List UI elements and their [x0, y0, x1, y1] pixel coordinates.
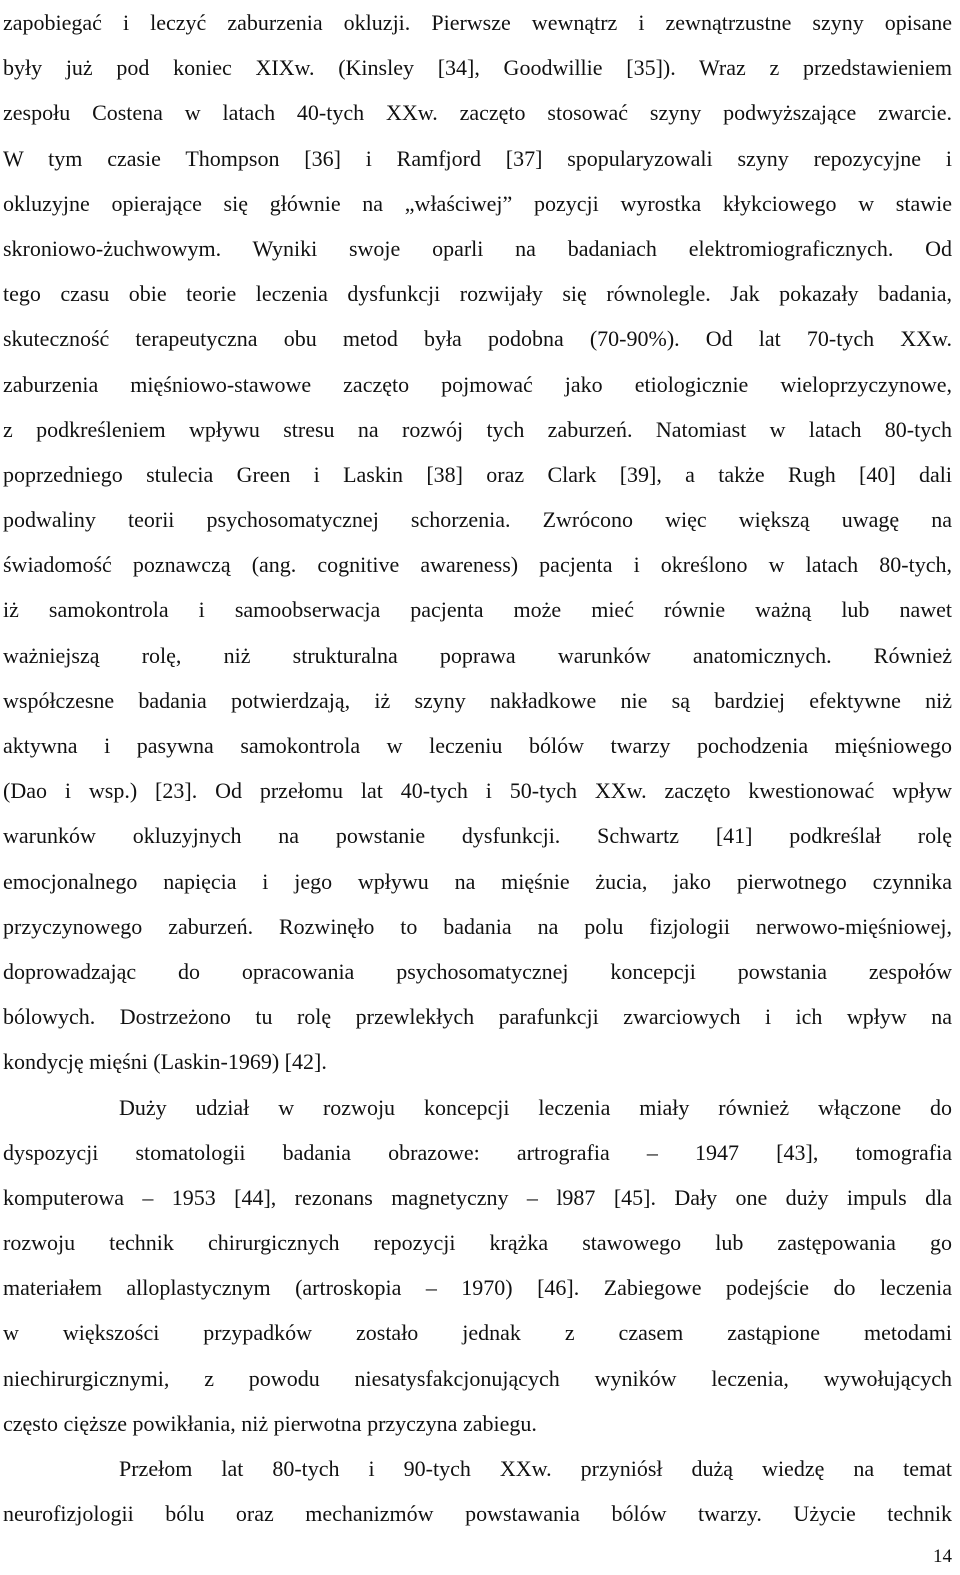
text-line: tego czasu obie teorie leczenia dysfunkcji rozwijały się równolegle. Jak pokazały badania, — [3, 281, 952, 307]
text-line: poprzedniego stulecia Green i Laskin [38] oraz Clark [39], a także Rugh [40] dali — [3, 461, 952, 487]
text-line: przyczynowego zaburzeń. Rozwinęło to badania na polu fizjologii nerwowo-mięśniowej, — [3, 913, 952, 939]
page-number: 14 — [933, 1546, 952, 1567]
text-line: W tym czasie Thompson [36] i Ramfjord [37] spopularyzowali szyny repozycyjne i — [3, 145, 952, 171]
text-line: dyspozycji stomatologii badania obrazowe: artrografia – 1947 [43], tomografia — [3, 1139, 952, 1165]
text-line: iż samokontrola i samoobserwacja pacjenta może mieć równie ważną lub nawet — [3, 597, 952, 623]
text-line: Duży udział w rozwoju koncepcji leczenia miały również włączone do — [119, 1094, 952, 1120]
text-line: zaburzenia mięśniowo-stawowe zaczęto pojmować jako etiologicznie wieloprzyczynowe, — [3, 371, 952, 397]
paragraph — [3, 1446, 952, 1536]
text-line: współczesne badania potwierdzają, iż szyny nakładkowe nie są bardziej efektywne niż — [3, 687, 952, 713]
text-line: doprowadzając do opracowania psychosomatycznej koncepcji powstania zespołów — [3, 958, 952, 984]
text-line: skroniowo-żuchwowym. Wyniki swoje oparli na badaniach elektromiograficznych. Od — [3, 235, 952, 261]
text-line: niechirurgicznymi, z powodu niesatysfakcjonujących wyników leczenia, wywołujących — [3, 1365, 952, 1391]
text-line: komputerowa – 1953 [44], rezonans magnetyczny – l987 [45]. Dały one duży impuls dla — [3, 1184, 952, 1210]
text-line: zespołu Costena w latach 40-tych XXw. zaczęto stosować szyny podwyższające zwarcie. — [3, 100, 952, 126]
text-line: ważniejszą rolę, niż strukturalna poprawa warunków anatomicznych. Również — [3, 642, 952, 668]
text-line: często cięższe powikłania, niż pierwotna przyczyna zabiegu. — [3, 1410, 537, 1436]
text-line: neurofizjologii bólu oraz mechanizmów powstawania bólów twarzy. Użycie technik — [3, 1501, 952, 1527]
text-line: kondycję mięśni (Laskin-1969) [42]. — [3, 1049, 327, 1075]
text-line: podwaliny teorii psychosomatycznej schorzenia. Zwrócono więc większą uwagę na — [3, 507, 952, 533]
text-line: warunków okluzyjnych na powstanie dysfunkcji. Schwartz [41] podkreślał rolę — [3, 823, 952, 849]
text-line: aktywna i pasywna samokontrola w leczeniu bólów twarzy pochodzenia mięśniowego — [3, 733, 952, 758]
text-line: bólowych. Dostrzeżono tu rolę przewlekłych parafunkcji zwarciowych i ich wpływ na — [3, 1004, 952, 1030]
text-line: (Dao i wsp.) [23]. Od przełomu lat 40-tych i 50-tych XXw. zaczęto kwestionować wpływ — [3, 778, 952, 804]
text-line: materiałem alloplastycznym (artroskopia – 1970) [46]. Zabiegowe podejście do leczenia — [3, 1275, 952, 1301]
paragraph — [3, 0, 952, 1085]
text-line: emocjonalnego napięcia i jego wpływu na mięśnie żucia, jako pierwotnego czynnika — [3, 868, 952, 894]
text-line: Przełom lat 80-tych i 90-tych XXw. przyniósł dużą wiedzę na temat — [119, 1456, 952, 1481]
text-line: zapobiegać i leczyć zaburzenia okluzji. Pierwsze wewnątrz i zewnątrzustne szyny opisane — [3, 10, 952, 35]
text-line: były już pod koniec XIXw. (Kinsley [34], Goodwillie [35]). Wraz z przedstawieniem — [3, 55, 952, 81]
text-line: okluzyjne opierające się głównie na „właściwej” pozycji wyrostka kłykciowego w stawie — [3, 190, 952, 216]
text-line: skuteczność terapeutyczna obu metod była podobna (70-90%). Od lat 70-tych XXw. — [3, 326, 952, 352]
text-line: w większości przypadków zostało jednak z czasem zastąpione metodami — [3, 1320, 952, 1346]
text-line: rozwoju technik chirurgicznych repozycji krążka stawowego lub zastępowania go — [3, 1230, 952, 1256]
paragraph — [3, 1085, 952, 1447]
text-line: z podkreśleniem wpływu stresu na rozwój tych zaburzeń. Natomiast w latach 80-tych — [3, 416, 952, 442]
text-line: świadomość poznawczą (ang. cognitive awareness) pacjenta i określono w latach 80-tych, — [3, 552, 952, 578]
document-body — [3, 0, 952, 1536]
